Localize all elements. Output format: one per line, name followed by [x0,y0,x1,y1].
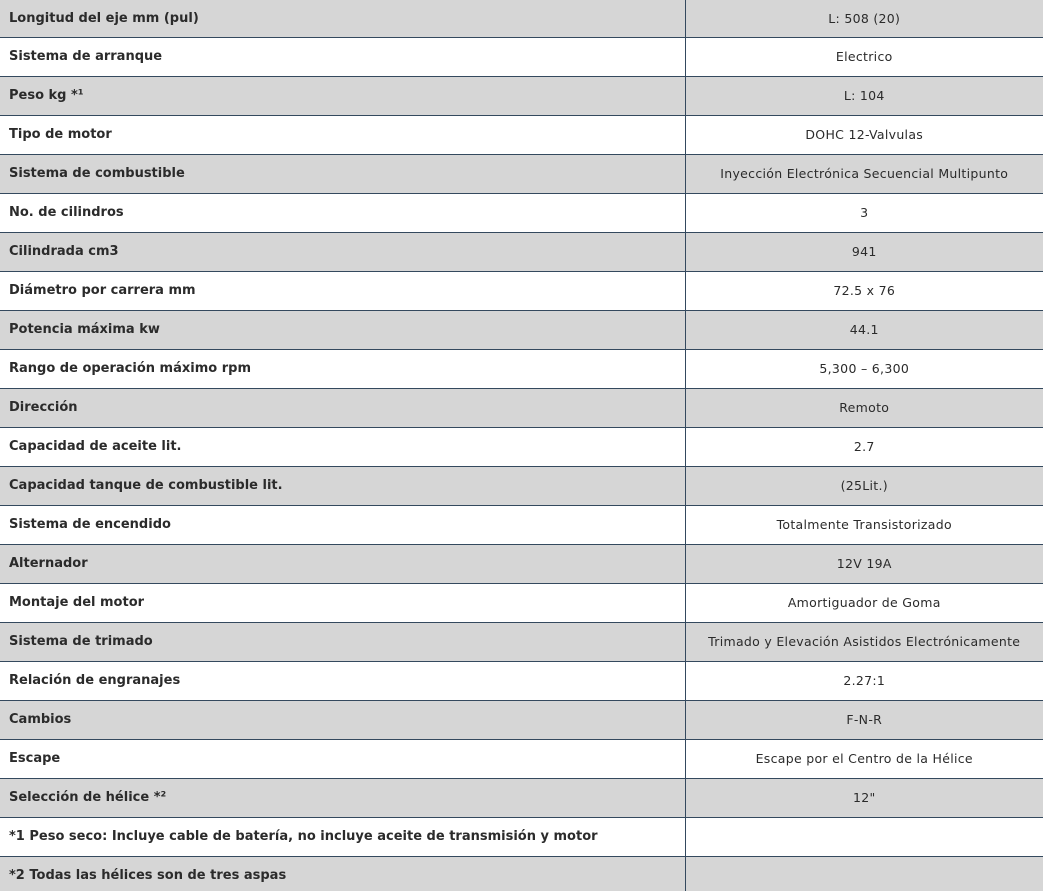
spec-label: Rango de operación máximo rpm [0,350,685,389]
spec-value: Escape por el Centro de la Hélice [685,740,1043,779]
spec-value: 12V 19A [685,545,1043,584]
spec-label: Cambios [0,701,685,740]
spec-value: L: 104 [685,77,1043,116]
table-row [0,116,1043,155]
table-row [0,428,1043,467]
table-row [0,389,1043,428]
table-row [0,662,1043,701]
spec-value: F-N-R [685,701,1043,740]
spec-label: Potencia máxima kw [0,311,685,350]
spec-label: Capacidad de aceite lit. [0,428,685,467]
spec-label: Diámetro por carrera mm [0,272,685,311]
spec-value: Trimado y Elevación Asistidos Electrónicamente [685,623,1043,662]
spec-value: 72.5 x 76 [685,272,1043,311]
spec-value: Inyección Electrónica Secuencial Multipunto [685,155,1043,194]
footnote-text: *2 Todas las hélices son de tres aspas [0,857,685,891]
table-row [0,272,1043,311]
spec-value: 3 [685,194,1043,233]
table-row [0,779,1043,818]
spec-value: 12" [685,779,1043,818]
table-row [0,0,1043,38]
spec-label: Tipo de motor [0,116,685,155]
spec-label: Selección de hélice *² [0,779,685,818]
spec-label: Dirección [0,389,685,428]
table-row [0,350,1043,389]
spec-label: Montaje del motor [0,584,685,623]
spec-value: 941 [685,233,1043,272]
spec-value: 5,300 – 6,300 [685,350,1043,389]
spec-label: Sistema de combustible [0,155,685,194]
footnote-text: *1 Peso seco: Incluye cable de batería, no incluye aceite de transmisión y motor [0,818,685,857]
spec-value: Remoto [685,389,1043,428]
table-row [0,506,1043,545]
footnote-value [685,857,1043,891]
table-row [0,155,1043,194]
spec-label: Relación de engranajes [0,662,685,701]
table-row [0,584,1043,623]
spec-value: 2.7 [685,428,1043,467]
table-row [0,545,1043,584]
footnote-row [0,818,1043,857]
spec-value: 2.27:1 [685,662,1043,701]
table-row [0,740,1043,779]
spec-label: Alternador [0,545,685,584]
spec-value: DOHC 12-Valvulas [685,116,1043,155]
footnote-row [0,857,1043,891]
spec-label: Sistema de encendido [0,506,685,545]
table-row [0,467,1043,506]
spec-label: Cilindrada cm3 [0,233,685,272]
spec-label: Peso kg *¹ [0,77,685,116]
spec-label: Sistema de arranque [0,38,685,77]
footnote-value [685,818,1043,857]
table-row [0,311,1043,350]
spec-label: Longitud del eje mm (pul) [0,0,685,38]
table-row [0,623,1043,662]
spec-value: (25Lit.) [685,467,1043,506]
spec-label: Capacidad tanque de combustible lit. [0,467,685,506]
spec-value: Amortiguador de Goma [685,584,1043,623]
spec-label: Sistema de trimado [0,623,685,662]
table-row [0,38,1043,77]
table-row [0,77,1043,116]
spec-value: 44.1 [685,311,1043,350]
spec-value: Electrico [685,38,1043,77]
spec-value: Totalmente Transistorizado [685,506,1043,545]
table-row [0,701,1043,740]
spec-value: L: 508 (20) [685,0,1043,38]
spec-label: Escape [0,740,685,779]
table-row [0,233,1043,272]
table-row [0,194,1043,233]
spec-label: No. de cilindros [0,194,685,233]
